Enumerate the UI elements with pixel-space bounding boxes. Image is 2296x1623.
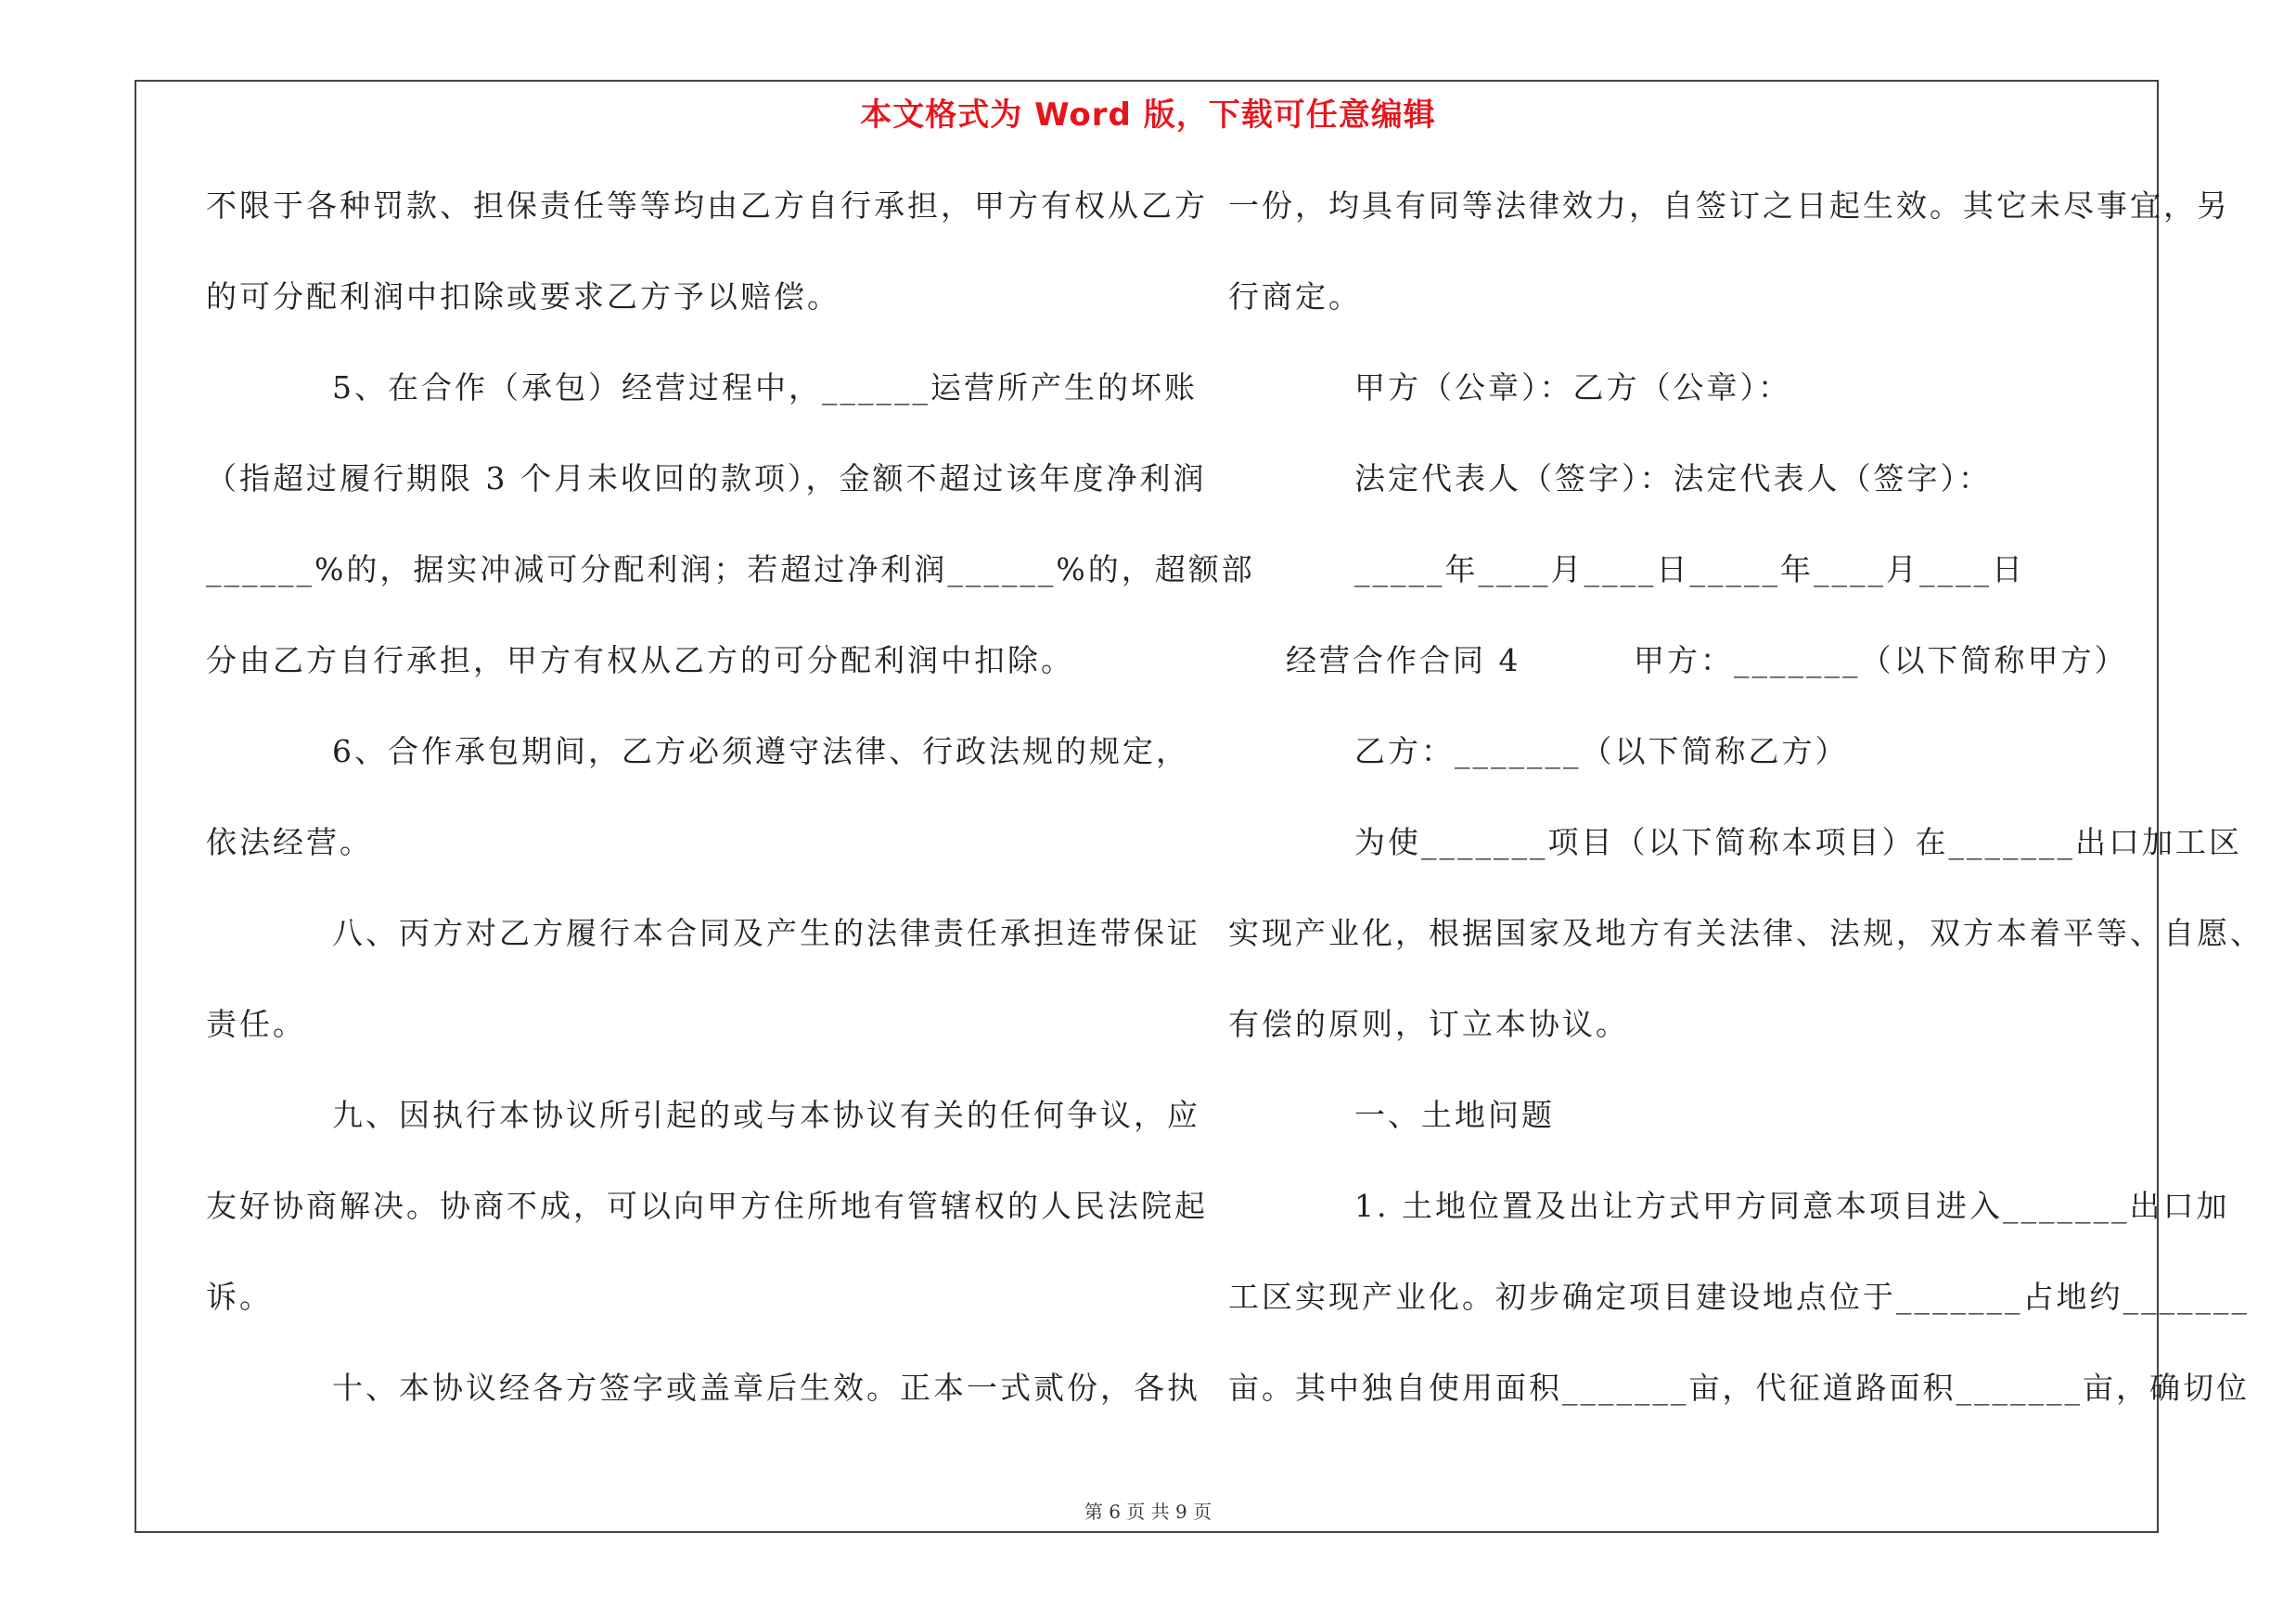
- text-line: 依法经营。: [206, 824, 373, 860]
- text-line: 乙方：_______（以下简称乙方）: [1354, 733, 1849, 769]
- text-line: 工区实现产业化。初步确定项目建设地点位于_______占地约_______: [1228, 1279, 2250, 1315]
- text-line: 行商定。: [1228, 278, 1362, 315]
- text-line: 一份，均具有同等法律效力，自签订之日起生效。其它未尽事宜，另: [1228, 187, 2230, 224]
- text-line: 6、合作承包期间，乙方必须遵守法律、行政法规的规定，: [332, 733, 1189, 769]
- text-line: 5、在合作（承包）经营过程中，______运营所产生的坏账: [332, 369, 1198, 406]
- text-line: 1. 土地位置及出让方式甲方同意本项目进入_______出口加: [1354, 1188, 2230, 1224]
- left-column: [206, 186, 1255, 1485]
- text-line: 甲方（公章）：乙方（公章）：: [1354, 369, 1791, 406]
- text-line: 的可分配利润中扣除或要求乙方予以赔偿。: [206, 278, 840, 315]
- format-banner: 本文格式为 Word 版，下载可任意编辑: [860, 97, 1436, 134]
- text-line: 友好协商解决。协商不成，可以向甲方住所地有管辖权的人民法院起: [206, 1188, 1208, 1224]
- text-line: 经营合作合同 4 甲方：_______（以下简称甲方）: [1286, 642, 2128, 678]
- text-line: 为使_______项目（以下简称本项目）在_______出口加工区: [1354, 824, 2242, 860]
- text-line: ______%的，据实冲减可分配利润；若超过净利润______%的，超额部: [206, 551, 1255, 587]
- text-line: 十、本协议经各方签字或盖章后生效。正本一式贰份，各执: [332, 1370, 1200, 1406]
- page-footer: 第 6 页 共 9 页: [1084, 1501, 1212, 1523]
- text-line: 不限于各种罚款、担保责任等等均由乙方自行承担，甲方有权从乙方: [206, 187, 1208, 224]
- text-line: 实现产业化，根据国家及地方有关法律、法规，双方本着平等、自愿、: [1228, 915, 2264, 951]
- text-line: 有偿的原则，订立本协议。: [1228, 1006, 1629, 1042]
- text-line: 九、因执行本协议所引起的或与本协议有关的任何争议，应: [332, 1097, 1200, 1133]
- text-line: 一、土地问题: [1354, 1097, 1555, 1133]
- text-line: 八、丙方对乙方履行本合同及产生的法律责任承担连带保证: [332, 915, 1200, 951]
- text-line: 亩。其中独自使用面积_______亩，代征道路面积_______亩，确切位: [1228, 1370, 2250, 1406]
- text-line: 诉。: [206, 1279, 273, 1315]
- text-line: 责任。: [206, 1006, 306, 1042]
- right-column: [1228, 186, 2264, 1485]
- text-line: 法定代表人（签字）：法定代表人（签字）：: [1354, 460, 1992, 496]
- text-line: （指超过履行期限 3 个月未收回的款项），金额不超过该年度净利润: [206, 460, 1207, 496]
- text-line: _____年____月____日_____年____月____日: [1354, 551, 2025, 587]
- text-line: 分由乙方自行承担，甲方有权从乙方的可分配利润中扣除。: [206, 642, 1074, 678]
